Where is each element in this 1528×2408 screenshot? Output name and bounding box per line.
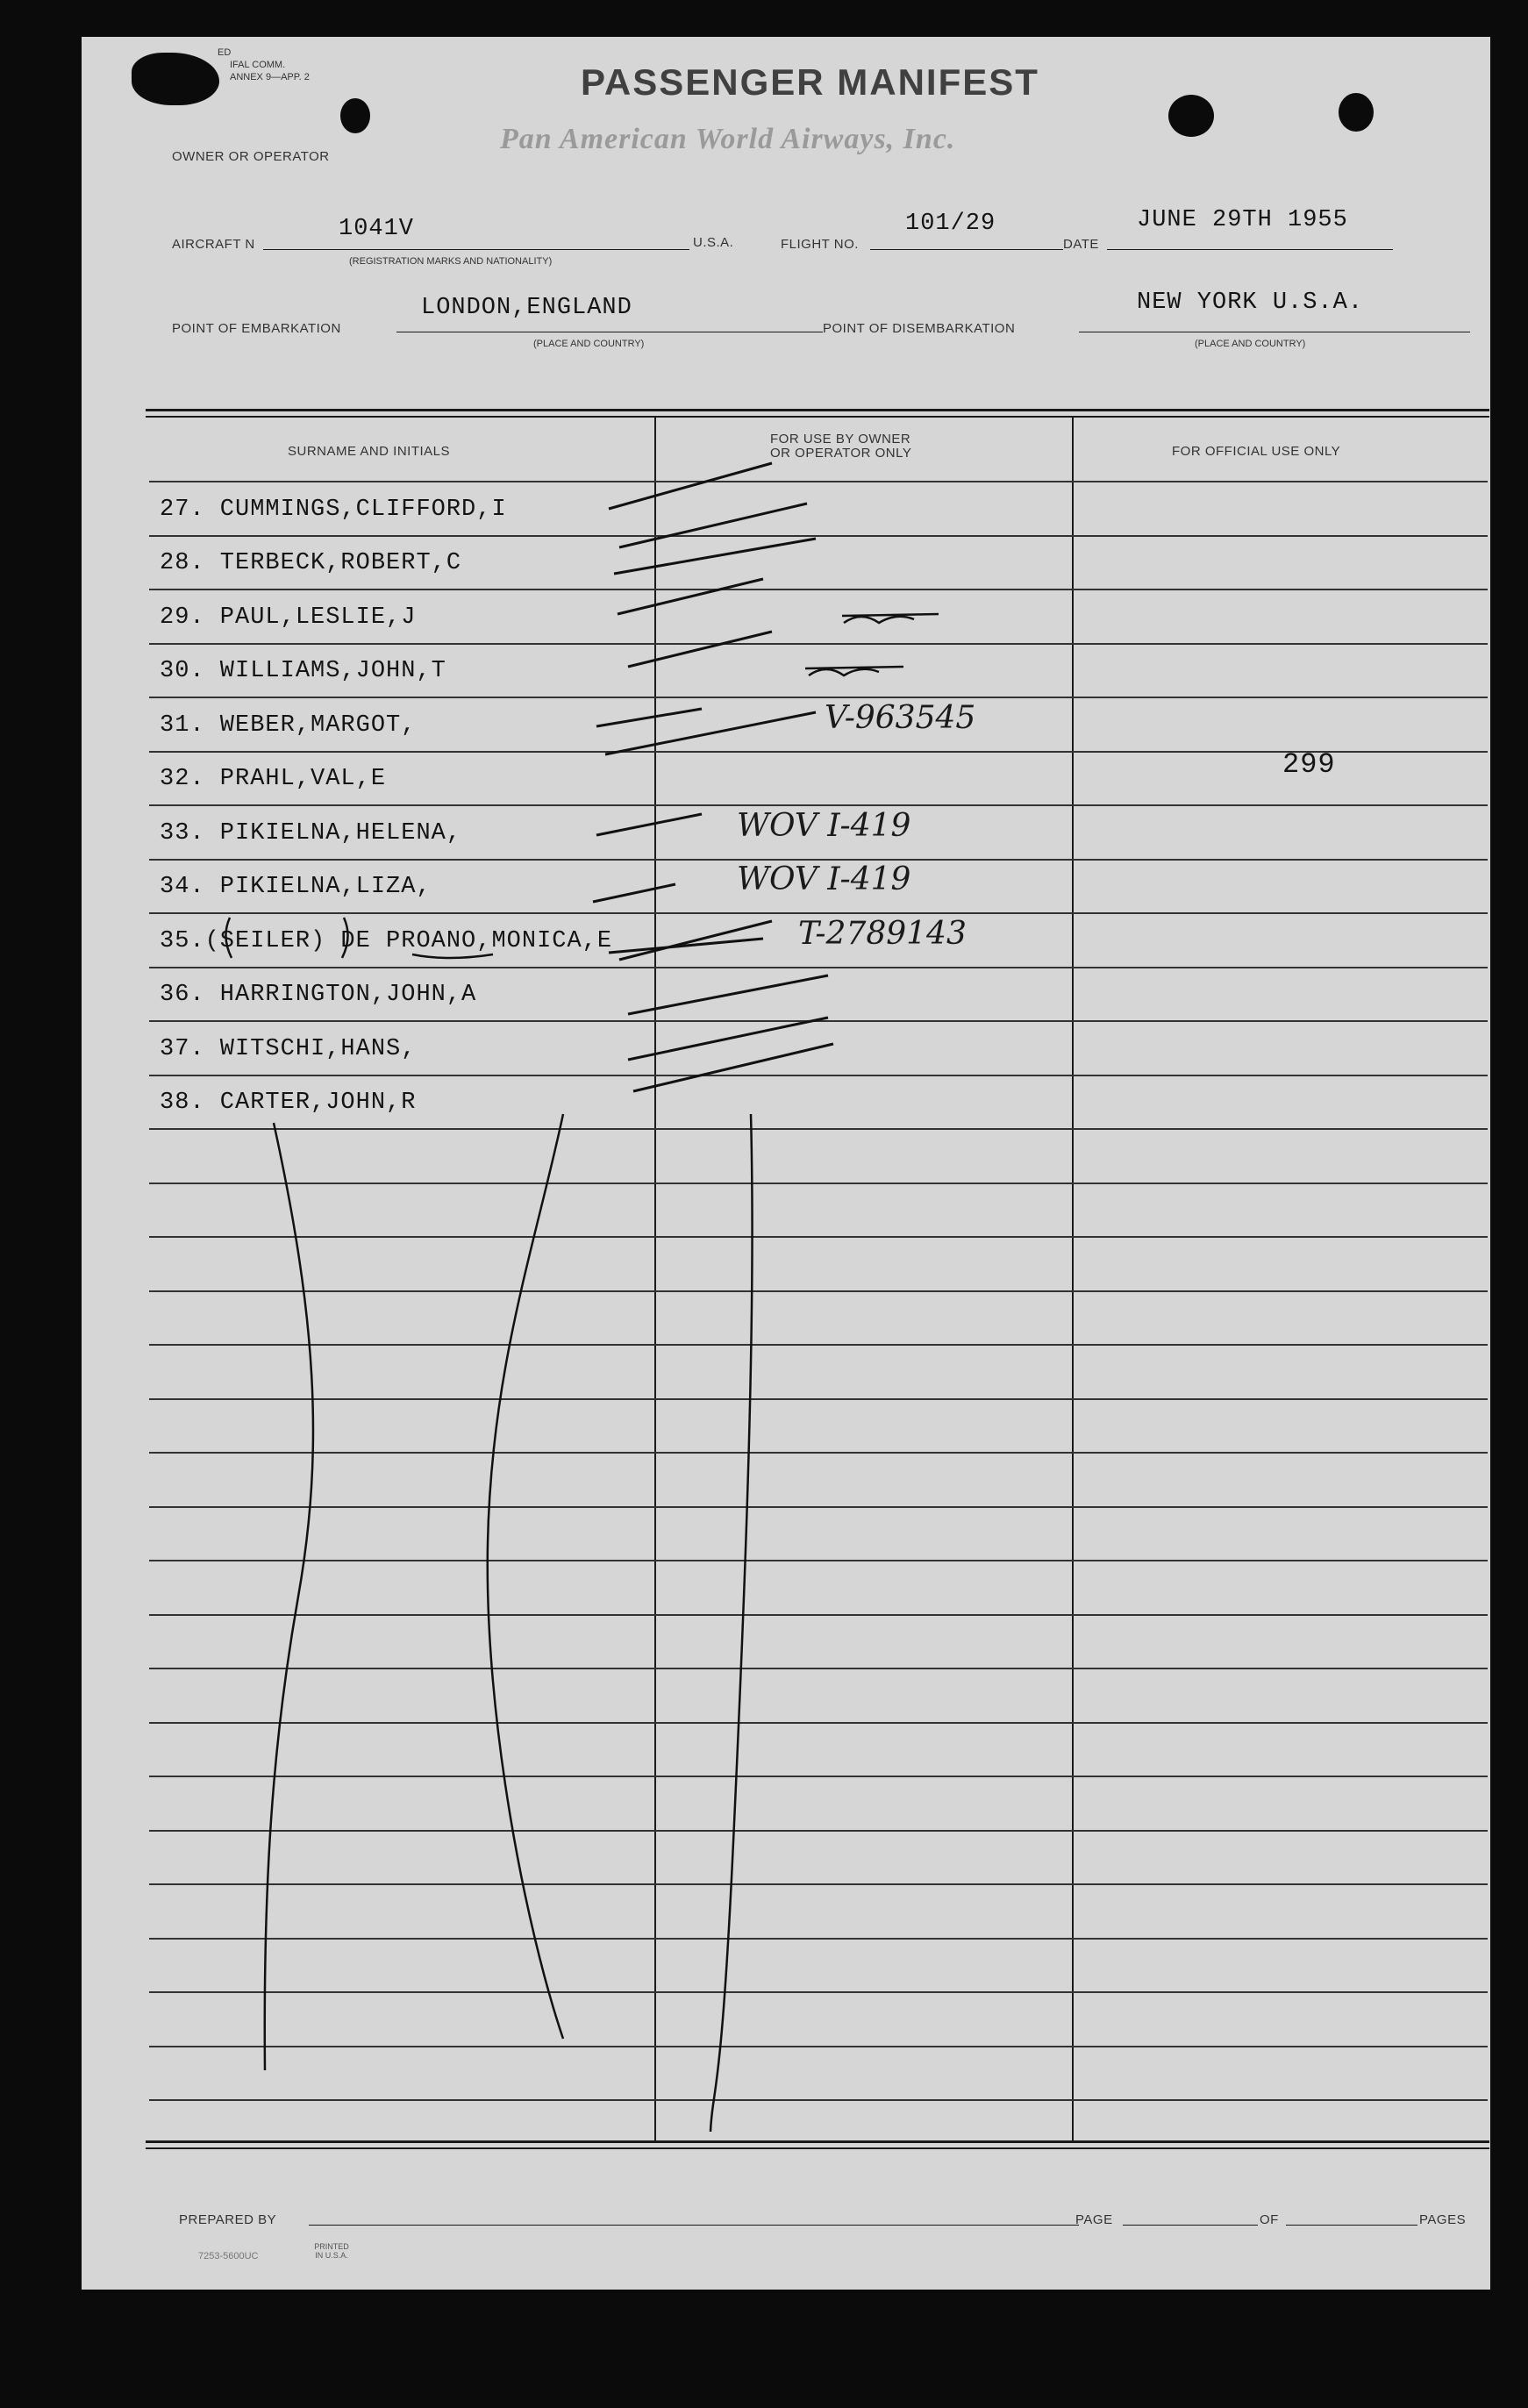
circle-mark [225,918,347,958]
embarkation-point: LONDON,ENGLAND [421,295,632,321]
form-code: 7253-5600UC [198,2251,259,2262]
passenger-name: 31. WEBER,MARGOT, [160,712,417,739]
flight-date: JUNE 29TH 1955 [1137,207,1348,233]
pen-stroke [614,539,816,574]
airline-name: Pan American World Airways, Inc. [500,123,956,155]
closing-stroke [265,1123,313,2070]
form-ref-line-3: ANNEX 9—APP. 2 [230,72,310,82]
pen-stroke [609,463,772,509]
column-header-owner-use-2: OR OPERATOR ONLY [770,446,912,461]
pen-stroke [596,709,702,726]
passenger-name: 33. PIKIELNA,HELENA, [160,820,462,847]
passenger-name: 28. TERBECK,ROBERT,C [160,550,462,576]
pen-stroke [596,814,702,835]
form-ref-line-1: ED [218,47,232,58]
prepared-by-label: PREPARED BY [179,2212,277,2227]
passenger-name: 37. WITSCHI,HANS, [160,1036,417,1062]
disembarkation-label: POINT OF DISEMBARKATION [823,321,1016,336]
flight-no-label: FLIGHT NO. [781,237,859,252]
closing-stroke [488,1114,563,2039]
form-ref-line-2: IFAL COMM. [230,60,286,70]
column-header-owner-use-1: FOR USE BY OWNER [770,432,911,447]
disembarkation-sub-label: (PLACE AND COUNTRY) [1195,339,1306,349]
underline-mark [412,954,493,958]
passenger-name: 38. CARTER,JOHN,R [160,1090,417,1116]
date-label: DATE [1063,237,1099,252]
aircraft-sub-label: (REGISTRATION MARKS AND NATIONALITY) [349,256,553,267]
passenger-name: 35.(SEILER) DE PROANO,MONICA,E [160,928,613,954]
scribble-mark [805,667,903,675]
printed-stamp: PRINTED IN U.S.A. [314,2242,349,2260]
passenger-name: 34. PIKIELNA,LIZA, [160,874,432,900]
disembarkation-point: NEW YORK U.S.A. [1137,289,1364,316]
aircraft-label: AIRCRAFT N [172,237,255,252]
embarkation-label: POINT OF EMBARKATION [172,321,341,336]
flight-number: 101/29 [905,211,996,237]
embarkation-sub-label: (PLACE AND COUNTRY) [533,339,645,349]
column-header-official: FOR OFFICIAL USE ONLY [1172,444,1341,459]
owner-note: T-2789143 [798,916,967,952]
closing-stroke [710,1114,753,2132]
passenger-name: 27. CUMMINGS,CLIFFORD,I [160,497,507,523]
aircraft-number: 1041V [339,216,415,242]
column-header-surname: SURNAME AND INITIALS [288,444,451,459]
scribble-mark [842,614,939,623]
pen-stroke [628,975,828,1014]
pen-stroke [628,632,772,667]
owner-note: V-963545 [825,700,976,736]
owner-operator-label: OWNER OR OPERATOR [172,149,330,164]
official-number: 299 [1282,748,1336,781]
usa-label: U.S.A. [693,235,734,250]
passenger-name: 36. HARRINGTON,JOHN,A [160,982,477,1008]
pen-stroke [619,504,807,547]
pages-label: PAGES [1419,2212,1467,2227]
passenger-name: 32. PRAHL,VAL,E [160,766,387,792]
passenger-name: 30. WILLIAMS,JOHN,T [160,658,446,684]
of-label: OF [1260,2212,1279,2227]
owner-note: WOV I-419 [737,861,911,897]
pen-stroke [593,884,675,902]
pen-stroke [609,939,763,953]
page-title: PASSENGER MANIFEST [581,61,1039,103]
owner-note: WOV I-419 [737,808,911,844]
page-label: PAGE [1075,2212,1113,2227]
pen-stroke [618,579,763,614]
passenger-name: 29. PAUL,LESLIE,J [160,604,417,631]
